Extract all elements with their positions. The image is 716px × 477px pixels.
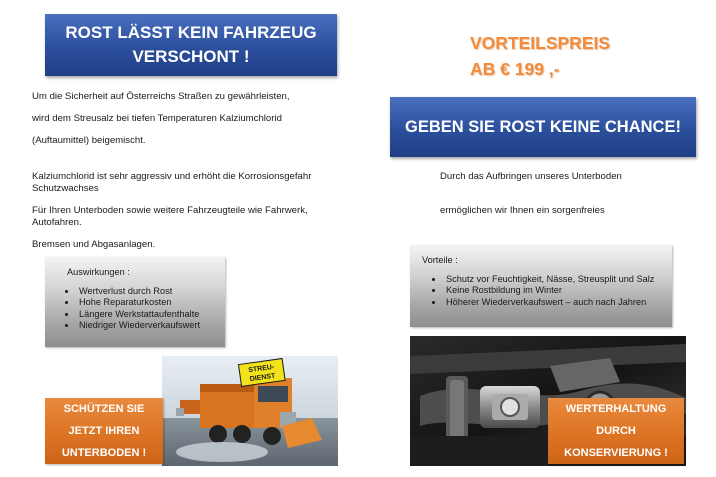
cta-left-line2: JETZT IHREN (68, 425, 140, 437)
para4: Bremsen und Abgasanlagen. (32, 239, 156, 250)
benefits-box (410, 245, 672, 327)
cta-box-left (45, 398, 163, 464)
effects-list (45, 286, 225, 331)
para3-line2: Autofahren. (32, 217, 82, 228)
headline-left-line1: ROST LÄSST KEIN FAHRZEUG (65, 23, 317, 42)
cta-left-line3: UNTERBODEN ! (61, 447, 147, 459)
effects-item: • Längere Werkstattaufenthalte (77, 309, 225, 320)
cta-right-line1: WERTERHALTUNG (565, 403, 667, 415)
headline-banner-right (390, 97, 696, 157)
intro-line1: Um die Sicherheit auf Österreichs Straßen zu gewährleisten, (32, 91, 290, 102)
price-offer (470, 30, 610, 82)
streudienst-sign-line1: STREU- (247, 363, 275, 375)
effects-item: • Niedriger Wiederverkaufswert (77, 320, 225, 331)
cta-right-line2: DURCH (596, 425, 636, 437)
effects-item: • Hohe Reparaturkosten (77, 297, 225, 308)
headline-left-line2: VERSCHONT ! (132, 47, 250, 66)
price-line1: VORTEILSPREIS (470, 33, 611, 53)
intro-text (32, 91, 342, 147)
snowplow-photo (162, 356, 338, 466)
body-text-left (32, 171, 352, 251)
para2-line2: Schutzwachses (32, 183, 99, 194)
benefits-list (410, 274, 672, 308)
benefits-title: Vorteile : (422, 255, 458, 265)
para2-line1: Kalziumchlorid ist sehr aggressiv und erhöht die Korrosionsgefahr (32, 171, 312, 182)
benefits-item: • Keine Rostbildung im Winter (444, 285, 672, 296)
intro-line3: (Auftaumittel) beigemischt. (32, 135, 146, 146)
benefits-item: • Höherer Wiederverkaufswert – auch nach Jahren (444, 297, 672, 308)
cta-box-right (548, 398, 684, 464)
effects-title: Auswirkungen : (67, 267, 130, 277)
cta-right-line3: KONSERVIERUNG ! (564, 447, 668, 459)
effects-item: • Wertverlust durch Rost (77, 286, 225, 297)
para3-line1: Für Ihren Unterboden sowie weitere Fahrzeugteile wie Fahrwerk, (32, 205, 308, 216)
streudienst-sign-line2: DIENST (249, 372, 276, 384)
headline-right: GEBEN SIE ROST KEINE CHANCE! (405, 117, 681, 136)
right-text-line2: ermöglichen wir Ihnen ein sorgenfreies (440, 205, 605, 216)
headline-banner-left (45, 14, 337, 76)
right-text-line1: Durch das Aufbringen unseres Unterboden (440, 171, 622, 182)
body-text-right (440, 171, 700, 217)
cta-left-line1: SCHÜTZEN SIE (63, 403, 145, 415)
intro-line2: wird dem Streusalz bei tiefen Temperaturen Kalziumchlorid (32, 113, 282, 124)
effects-box (45, 257, 225, 347)
benefits-item: • Schutz vor Feuchtigkeit, Nässe, Streusplit und Salz (444, 274, 672, 285)
price-line2: AB € 199 ,- (470, 59, 560, 79)
